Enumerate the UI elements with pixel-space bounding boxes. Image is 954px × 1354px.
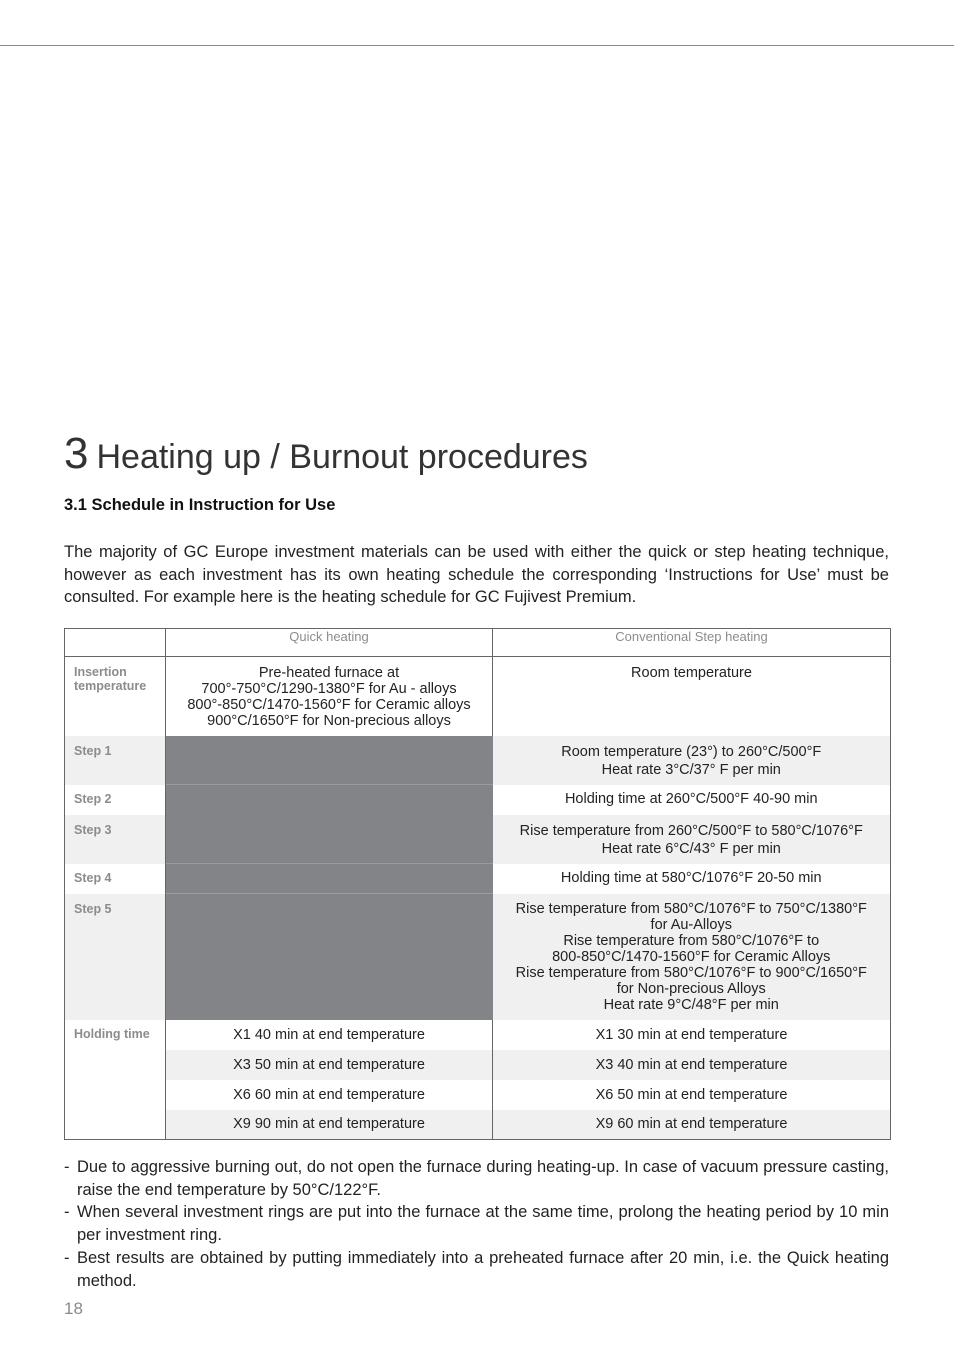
step-4-step-cell: Holding time at 580°C/1076°F 20-50 min — [493, 864, 891, 894]
intro-paragraph: The majority of GC Europe investment materials can be used with either the quick or step heating technique, however as each investment has its own heating schedule the corresponding ‘Instructions for Use’ must be consulted. For example here is the heating schedule for GC Fujivest Premium. — [64, 543, 889, 607]
step-2-step-cell: Holding time at 260°C/500°F 40-90 min — [493, 785, 891, 815]
step-1-step-cell — [493, 736, 891, 785]
row-label-step-5: Step 5 — [65, 894, 166, 1020]
step-5-line: Heat rate 9°C/48°F per min — [603, 996, 779, 1013]
row-label-insertion: Insertion temperature — [65, 657, 166, 736]
insertion-quick-cell — [166, 657, 493, 736]
holding-row — [65, 1020, 891, 1050]
holding-step-cell: X6 50 min at end temperature — [493, 1080, 891, 1110]
step-row — [65, 864, 891, 894]
step-row — [65, 894, 891, 1020]
header-step-heating: Conventional Step heating — [493, 629, 891, 657]
step-5-line: 800-850°C/1470-1560°F for Ceramic Alloys — [552, 948, 831, 965]
step-1-line: Heat rate 3°C/37° F per min — [601, 761, 781, 778]
step-5-line: for Au-Alloys — [650, 916, 732, 933]
holding-row — [65, 1050, 891, 1080]
insertion-row — [65, 657, 891, 736]
note-item: - Best results are obtained by putting immediately into a preheated furnace after 20 min, i.e. the Quick heating method. — [64, 1247, 889, 1292]
insertion-quick-line: 700°-750°C/1290-1380°F for Au - alloys — [201, 681, 457, 697]
holding-quick-cell: X6 60 min at end temperature — [166, 1080, 493, 1110]
header-empty-cell — [65, 629, 166, 657]
holding-quick-cell: X1 40 min at end temperature — [166, 1020, 493, 1050]
chapter-title — [64, 428, 588, 481]
step-5-line: for Non-precious Alloys — [616, 980, 766, 997]
row-label-step-3: Step 3 — [65, 815, 166, 864]
step-3-line: Heat rate 6°C/43° F per min — [601, 840, 781, 857]
insertion-quick-line: 900°C/1650°F for Non-precious alloys — [207, 713, 451, 729]
page-number: 18 — [64, 1299, 83, 1318]
step-5-line: Rise temperature from 580°C/1076°F to 750°C/1380°F — [515, 900, 867, 917]
insertion-quick-line: Pre-heated furnace at — [258, 665, 400, 681]
note-item: - Due to aggressive burning out, do not open the furnace during heating-up. In case of vacuum pressure casting, raise the end temperature by 50°C/122°F. — [64, 1156, 889, 1201]
step-1-line: Room temperature (23°) to 260°C/500°F — [561, 743, 822, 760]
step-3-step-cell — [493, 815, 891, 864]
top-rule — [0, 45, 954, 46]
step-3-line: Rise temperature from 260°C/500°F to 580°C/1076°F — [519, 822, 863, 839]
holding-step-cell: X3 40 min at end temperature — [493, 1050, 891, 1080]
row-label-holding-time: Holding time — [65, 1020, 166, 1140]
step-1-quick-cell — [166, 736, 493, 785]
header-quick-heating: Quick heating — [166, 629, 493, 657]
holding-row — [65, 1080, 891, 1110]
step-row — [65, 736, 891, 785]
insertion-quick-line: 800°-850°C/1470-1560°F for Ceramic alloys — [187, 697, 471, 713]
table-header-row — [65, 629, 891, 657]
row-label-step-1: Step 1 — [65, 736, 166, 785]
row-label-step-2: Step 2 — [65, 785, 166, 815]
step-5-step-cell — [493, 894, 891, 1020]
holding-step-cell: X9 60 min at end temperature — [493, 1110, 891, 1140]
note-item: - When several investment rings are put into the furnace at the same time, prolong the heating period by 10 min per investment ring. — [64, 1201, 889, 1246]
step-4-quick-cell — [166, 864, 493, 894]
step-2-quick-cell — [166, 785, 493, 815]
holding-step-cell: X1 30 min at end temperature — [493, 1020, 891, 1050]
step-row — [65, 815, 891, 864]
step-3-quick-cell — [166, 815, 493, 864]
row-label-step-4: Step 4 — [65, 864, 166, 894]
insertion-step-cell: Room temperature — [493, 657, 891, 736]
section-title: 3.1 Schedule in Instruction for Use — [64, 496, 336, 514]
holding-quick-cell: X3 50 min at end temperature — [166, 1050, 493, 1080]
step-5-quick-cell — [166, 894, 493, 1020]
chapter-number: 3 — [64, 429, 89, 478]
heating-schedule-table — [64, 628, 891, 1140]
notes-list — [64, 1156, 889, 1292]
step-5-line: Rise temperature from 580°C/1076°F to — [563, 932, 820, 949]
holding-row — [65, 1110, 891, 1140]
holding-quick-cell: X9 90 min at end temperature — [166, 1110, 493, 1140]
step-5-line: Rise temperature from 580°C/1076°F to 900°C/1650°F — [515, 964, 867, 981]
chapter-title-text: Heating up / Burnout procedures — [96, 438, 588, 476]
step-row — [65, 785, 891, 815]
